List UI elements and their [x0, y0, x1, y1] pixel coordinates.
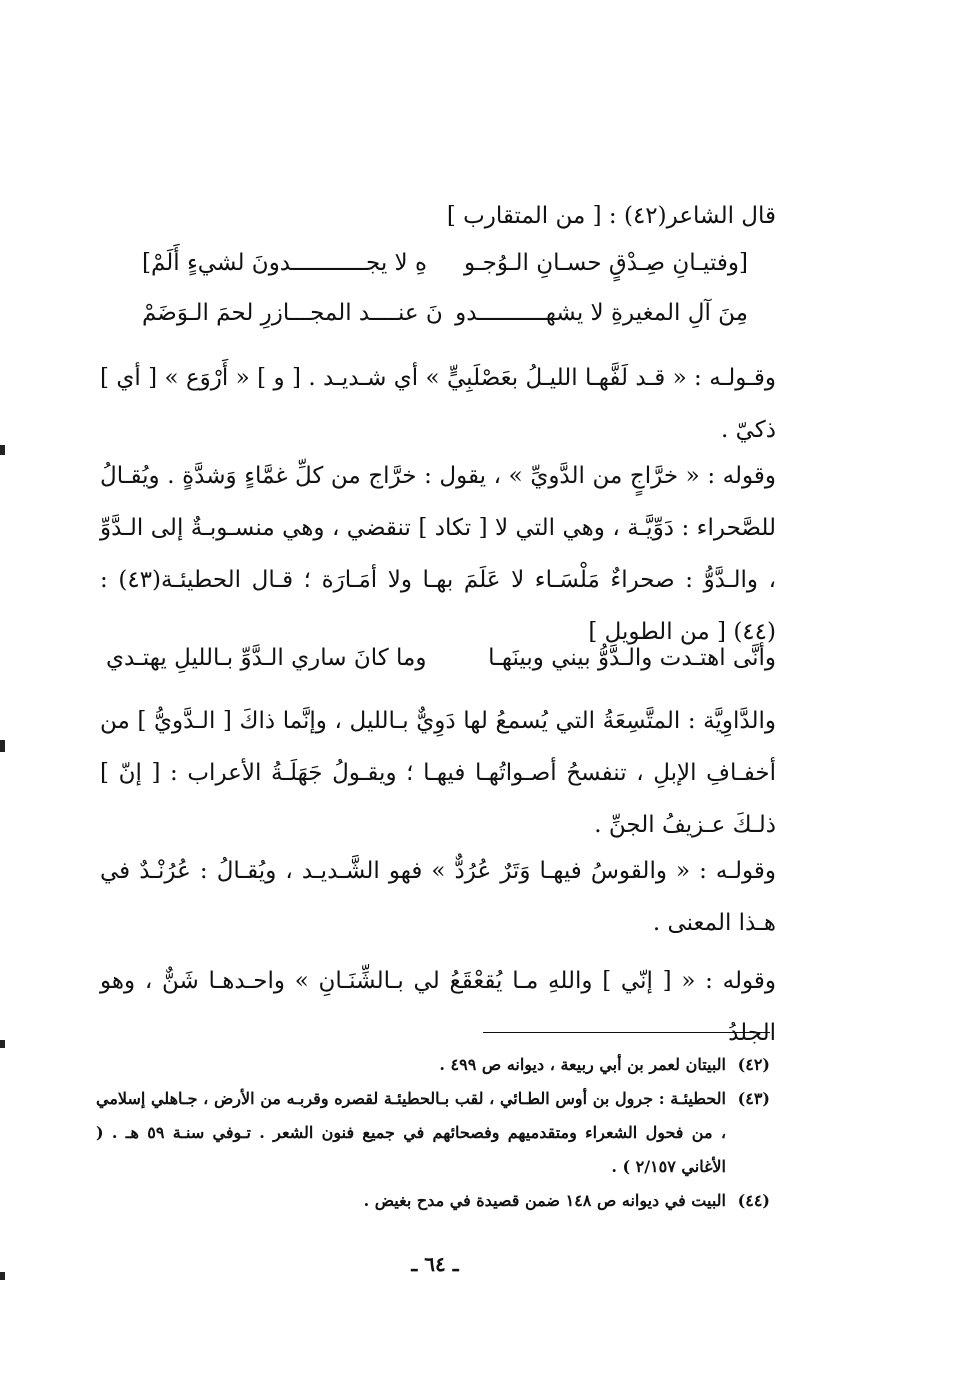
- paragraph-3: والدَّاوِيَّة : المتَّسِعَةُ التي يُسمعُ لها دَوِيٌّ بـالليل ، وإنَّما ذاكَ [ الـدَّويُّ ] من أخفـافِ الإبلِ ، تنفسحُ أصـواتُهـا فيهـا ؛ ويقـولُ جَهَلَـةُ الأعراب : [ إنّ ] ذلـكَ عـزيفُ الجنِّ .: [100, 708, 776, 838]
- paragraph-4: وقولـه : « والقوسُ فيهـا وَتَرٌ عُرُدٌّ » فهو الشَّـديـد ، ويُقـالُ : عُرُنْـدٌ في هـذا المعنى .: [100, 858, 776, 936]
- footnote-44: [96, 1184, 770, 1218]
- verse-1-line-1-second-hemistich: هِ لا يجـــــــــــدونَ لشيءٍ أَلَمْ]: [142, 250, 428, 276]
- footnote-42: [96, 1048, 770, 1082]
- scan-edge-mark: [0, 1040, 5, 1048]
- footnote-43: [96, 1082, 770, 1184]
- verse-1-line-2: [100, 300, 776, 340]
- footnote-text: البيتان لعمر بن أبي ربيعة ، ديوانه ص ٤٩٩ .: [439, 1055, 726, 1074]
- verse-1-line-1: [100, 250, 776, 290]
- verse-1-line-2-first-hemistich: مِنَ آلِ المغيرةِ لا يشهــــــــــدو: [455, 300, 748, 326]
- verse-2-second-hemistich: وما كانَ ساري الـدَّوِّ بـالليلِ يهتـدي: [106, 645, 427, 671]
- footnotes: [96, 1048, 770, 1218]
- scan-edge-mark: [0, 740, 5, 752]
- page-number: ـ ٦٤ ـ: [411, 1252, 459, 1276]
- verse-1-line-2-second-hemistich: نَ عنــــد المجـــازرِ لحمَ الـوَضَمْ: [142, 300, 443, 326]
- scan-edge-mark: [0, 1272, 5, 1280]
- verse-1-line-1-first-hemistich: [وفتيـانِ صِـدْقٍ حسـانِ الـوُجـو: [464, 250, 748, 276]
- scan-edge-mark: [0, 445, 5, 455]
- paragraph-1: وقـولـه : « قـد لَفَّهـا الليـلُ بعَصْلَبِيٍّ » أي شـديـد . [ و ] « أَرْوَع » [ أي ] ذكيّ .: [100, 365, 776, 443]
- footnote-text: البيت في ديوانه ص ١٤٨ ضمن قصيدة في مدح بغيض .: [363, 1191, 726, 1210]
- footnote-number: (٤٣): [737, 1089, 770, 1108]
- footnote-text: الحطيئـة : جرول بن أوس الطـائي ، لقب بـالحطيئـة لقصره وقربـه من الأرض ، جـاهلي إسلامي ، من فحول الشعراء ومتقدميهم وفصحائهم في جميع فنون الشعر . تـوفي سنـة ٥٩ هـ . ( الأغاني ٢/١٥٧ ) .: [96, 1089, 726, 1176]
- footnote-number: (٤٢): [737, 1055, 770, 1074]
- footnote-separator: [483, 1032, 770, 1033]
- footnote-number: (٤٤): [737, 1191, 770, 1210]
- poem-intro: قال الشاعر(٤٢) : [ من المتقارب ]: [446, 203, 776, 229]
- paragraph-5: وقوله : « [ إنّي ] واللهِ مـا يُقعْقَعُ لي بـالشِّنَـانِ » واحـدهـا شَنٌّ ، وهو الجلدُ: [100, 968, 776, 1046]
- paragraph-2: وقوله : « خرَّاجٍ من الدَّويِّ » ، يقول : خرَّاج من كلِّ غمَّاءٍ وَشدَّةٍ . ويُقـالُ للصَّحراء : دَوِّيَّـة ، وهي التي لا [ تكاد ] تنقضي ، وهي منسـوبـةٌ إلى الـدَّوِّ ، والـدَّوُّ : صحراءٌ مَلْسَـاء لا عَلَمَ بهـا ولا أمَـارَة ؛ قـال الحطيئـة(٤٣) :(٤٤) [ من الطويل ]: [100, 463, 776, 645]
- verse-2: [100, 645, 776, 685]
- verse-2-first-hemistich: وأنَّى اهتـدت والـدَّوُّ بيني وبينَهـا: [488, 645, 776, 671]
